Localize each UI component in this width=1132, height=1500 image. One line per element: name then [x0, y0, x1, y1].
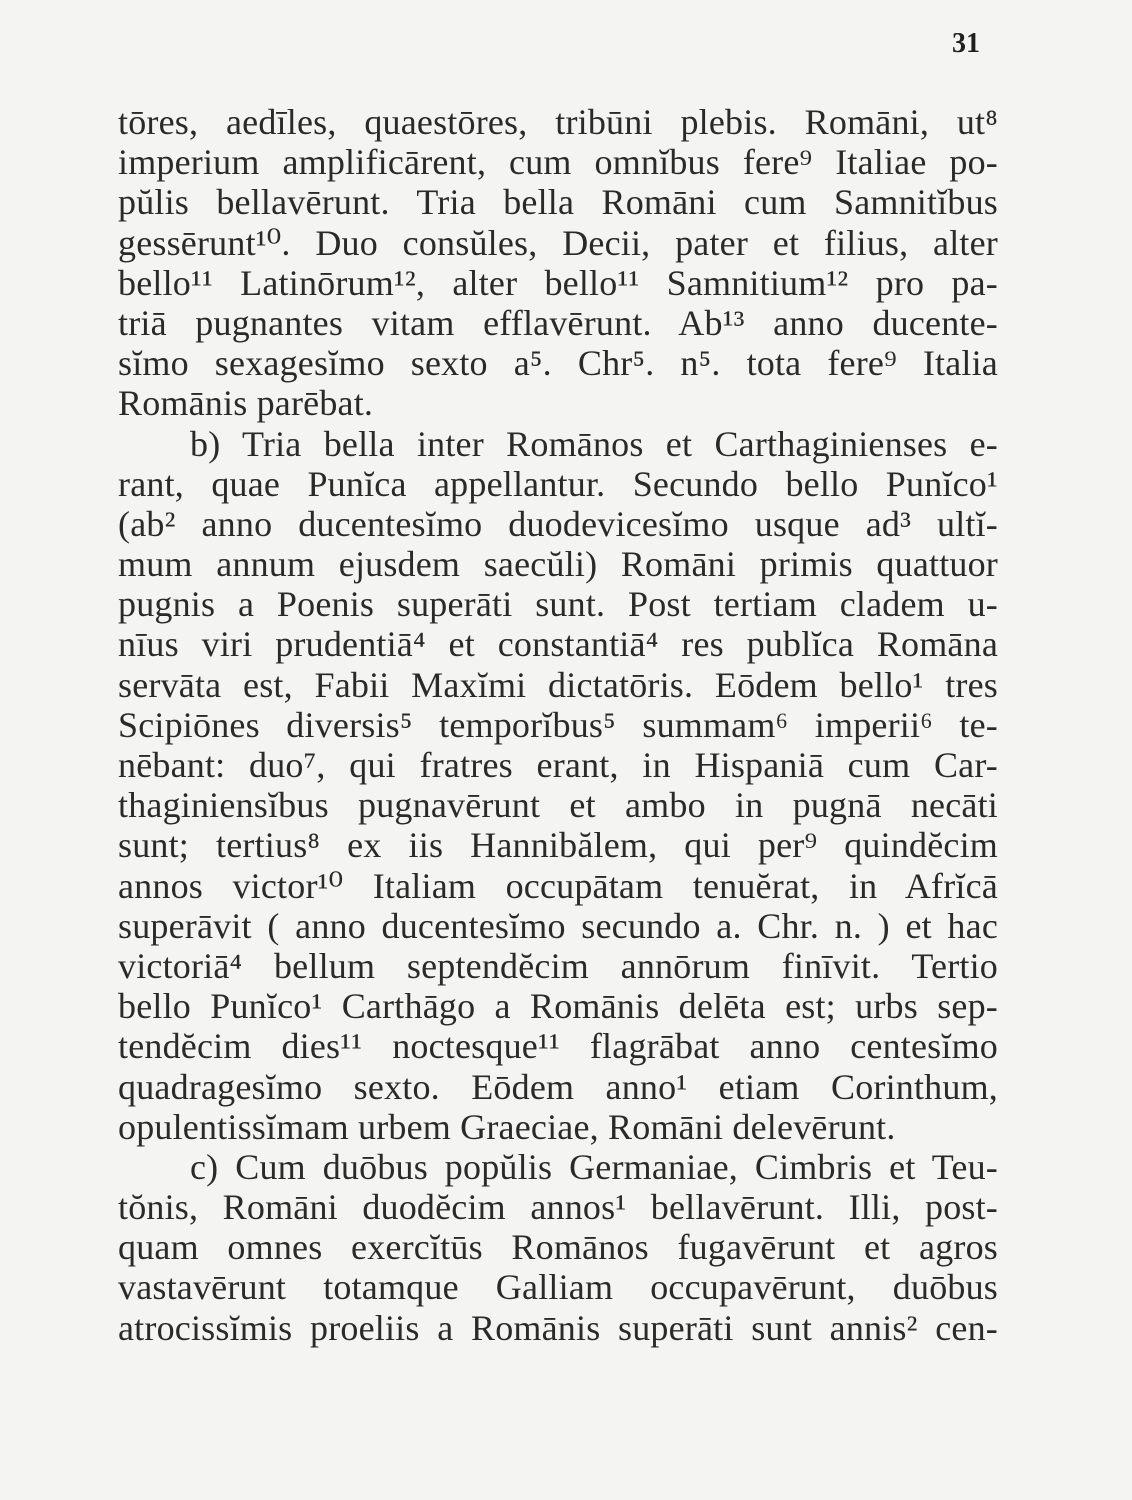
text-line: imperium amplificārent, cum omnĭbus fere⁹ Italiae po-	[118, 142, 998, 183]
text-line: Scipiōnes diversis⁵ temporĭbus⁵ summam⁶ imperii⁶ te-	[118, 704, 998, 745]
text-line: bello Punĭco¹ Carthāgo a Romānis delēta est; urbs sep-	[118, 986, 998, 1027]
text-line: pŭlis bellavērunt. Tria bella Romāni cum Samnitĭbus	[118, 182, 998, 223]
body-text	[118, 102, 998, 1348]
text-line: (ab² anno ducentesĭmo duodevicesĭmo usque ad³ ultĭ-	[118, 503, 998, 544]
text-line: bello¹¹ Latinōrum¹², alter bello¹¹ Samnitium¹² pro pa-	[118, 262, 998, 303]
text-line: thaginiensĭbus pugnavērunt et ambo in pugnā necāti	[118, 785, 998, 826]
text-line: annos victor¹⁰ Italiam occupātam tenuĕrat, in Afrĭcā	[118, 865, 998, 906]
text-line: superāvit ( anno ducentesĭmo secundo a. Chr. n. ) et hac	[118, 905, 998, 946]
text-line: victoriā⁴ bellum septendĕcim annōrum finīvit. Tertio	[118, 945, 998, 986]
text-line: nīus viri prudentiā⁴ et constantiā⁴ res publĭca Romāna	[118, 624, 998, 665]
paragraph-c-start: c) Cum duōbus popŭlis Germaniae, Cimbris et Teu-	[190, 1146, 998, 1187]
text-line: opulentissĭmam urbem Graeciae, Romāni delevērunt.	[118, 1106, 896, 1147]
page-number: 31	[952, 28, 980, 59]
text-line: sunt; tertius⁸ ex iis Hannibălem, qui per⁹ quindĕcim	[118, 825, 998, 866]
text-line: servāta est, Fabii Maxĭmi dictatōris. Eōdem bello¹ tres	[118, 664, 998, 705]
text-line: tŏnis, Romāni duodĕcim annos¹ bellavērunt. Illi, post-	[118, 1187, 998, 1228]
text-line: quadragesĭmo sexto. Eōdem anno¹ etiam Corinthum,	[118, 1066, 998, 1107]
text-line: triā pugnantes vitam efflavērunt. Ab¹³ anno ducente-	[118, 302, 998, 343]
text-line: pugnis a Poenis superāti sunt. Post tertiam cladem u-	[118, 584, 998, 625]
text-line: sĭmo sexagesĭmo sexto a⁵. Chr⁵. n⁵. tota fere⁹ Italia	[118, 343, 998, 384]
paragraph-b-start: b) Tria bella inter Romānos et Carthaginienses e-	[190, 423, 998, 464]
text-line: quam omnes exercĭtūs Romānos fugavērunt et agros	[118, 1227, 998, 1268]
text-line: tendĕcim dies¹¹ noctesque¹¹ flagrābat anno centesĭmo	[118, 1026, 998, 1067]
text-line: atrocissĭmis proeliis a Romānis superāti sunt annis² cen-	[118, 1307, 998, 1348]
text-line: mum annum ejusdem saecŭli) Romāni primis quattuor	[118, 544, 998, 585]
text-line: nēbant: duo⁷, qui fratres erant, in Hispaniā cum Car-	[118, 745, 998, 785]
text-line: vastavērunt totamque Galliam occupavērunt, duōbus	[118, 1267, 998, 1308]
text-line: tōres, aedīles, quaestōres, tribūni plebis. Romāni, ut⁸	[118, 102, 998, 142]
text-line: Romānis parēbat.	[118, 383, 374, 424]
text-line: rant, quae Punĭca appellantur. Secundo bello Punĭco¹	[118, 463, 998, 504]
text-line: gessērunt¹⁰. Duo consŭles, Decii, pater et filius, alter	[118, 222, 998, 263]
